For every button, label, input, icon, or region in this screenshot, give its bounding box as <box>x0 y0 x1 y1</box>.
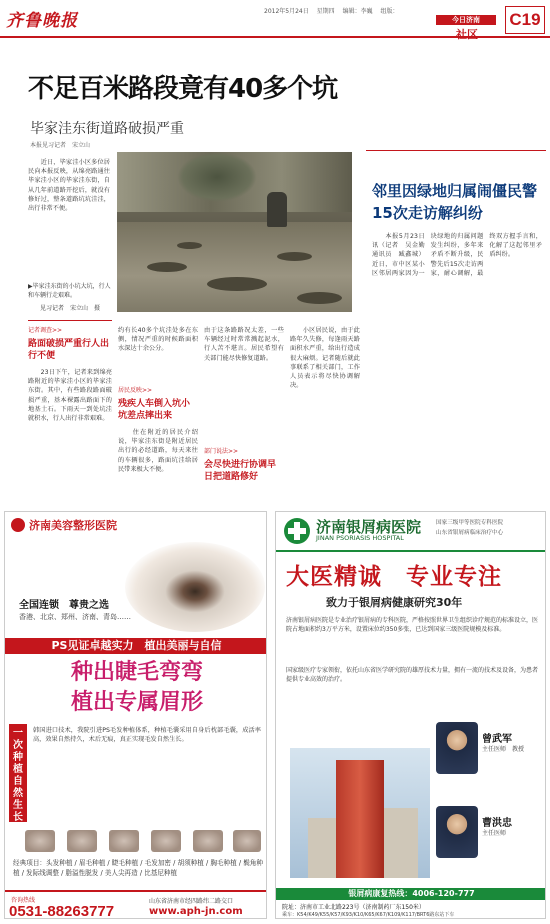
hotline-bar: 银屑病康复热线：4006-120-777 <box>276 888 546 900</box>
psoriasis-hospital-ad <box>275 511 546 919</box>
doctor-photo <box>436 806 478 858</box>
doctor-2-title: 主任医师 <box>482 830 507 837</box>
col2-kicker: 居民反映>> <box>118 387 153 394</box>
ad-tag-1: 国家三级甲等医院专科医院 <box>436 520 504 526</box>
dateline <box>264 6 405 15</box>
divider <box>366 150 546 151</box>
section-tag: 今日济南 <box>436 15 496 25</box>
doctor-photo <box>436 722 478 774</box>
main-headline: 不足百米路段竟有40多个坑 <box>28 74 338 104</box>
divider <box>28 320 112 321</box>
ad-body-2: 国家级医疗专家领衔，依托山东省医学研究院的雄厚技术力量，拥有一流的技术及设备，为患者提供专业高效的治疗。 <box>286 667 538 683</box>
section-name: 社区 <box>456 28 478 41</box>
ad-vertical-badge: 一次种植自然生长 <box>9 724 27 822</box>
hospital-building-image <box>290 748 430 878</box>
ad-logo-en: JINAN PSORIASIS HOSPITAL <box>316 534 404 542</box>
col1-subhead: 路面破损严重行人出行不便 <box>28 339 110 361</box>
ad-body: 济南银屑病医院是专业治疗银屑病的专科医院，严格按照世界卫生组织诊疗规范的标准设立，医院占地面积约3万平方米，设置床位约350多张，已达到国家三级医院规模及标准。 <box>286 617 538 633</box>
ad-slogan: 大医精诚 专业专注 <box>286 563 502 590</box>
before-after-photo <box>151 830 181 852</box>
before-after-photo <box>67 830 97 852</box>
ad-band: PS见证卓越实力 植出美丽与自信 <box>5 638 267 654</box>
ad-address: 山东省济南市经四路纬二路交口 <box>149 898 234 905</box>
col2-body: 约有长40多个坑洼处多在东侧，情况严重的时候路面积水深达十余公分。 <box>118 327 198 353</box>
phone-label: 咨询热线 <box>11 897 36 904</box>
ad-website: www.aph-jn.com <box>149 906 243 917</box>
ad-body: 韩国进口技术，我院引进PS毛发种植体系，种植毛囊采用自身后枕部毛囊，成活率高，效果自然持久，术后无痕，真正实现毛发自然生长。 <box>33 727 261 744</box>
ad-subslogan: 致力于银屑病健康研究30年 <box>326 596 463 609</box>
before-after-photo <box>233 830 261 852</box>
col1-body: 23日下午，记者来到绵亮路附近的毕家洼小区的毕家洼东街。其中，有些路段路面破损严重，基本裸露出路面下的地基土石。下雨天一到处坑洼就积水，行人出行非常艰难。 <box>28 369 112 423</box>
road-photo <box>117 152 352 312</box>
col4-body: 小区居民说，由于此路年久失修，每逢雨天路面积水严重，给出行造成很大麻烦。记者随后就此事联系了相关部门，工作人员表示将尽快协调解决。 <box>290 327 360 390</box>
doctor-1-name: 曾武军 <box>482 734 512 745</box>
col3-body: 由于这条路路况太差，一些车辆经过时常常溅起泥水，行人苦不堪言。居民希望有关部门能尽快修复道路。 <box>204 327 284 362</box>
doctor-2-name: 曹洪忠 <box>482 818 512 829</box>
page-number: C19 <box>505 6 545 34</box>
ad-bus-info: 乘车：K54/K49/K55/K57/K93/K10/K65/K67/K109/K117/BRT6路东站下车 <box>282 912 455 918</box>
issue-weekday: 星期四 <box>316 8 335 15</box>
side-headline: 邻里因绿地归属闹僵民警15次走访解纠纷 <box>372 182 538 222</box>
doctor-1-title: 主任医师 教授 <box>482 746 525 753</box>
before-after-photo <box>109 830 139 852</box>
ad-items: 经典项目：头发种植 / 眉毛种植 / 睫毛种植 / 毛发加密 / 胡须种植 / 胸毛种植 / 鬓角种植 / 发际线调整 / 脂溢性脱发 / 美人尖再造 / 比基尼种植 <box>13 859 263 877</box>
col1-kicker: 记者调查>> <box>28 327 63 334</box>
ad-cities: 香港、北京、郑州、济南、青岛…… <box>19 613 131 621</box>
ad-contact <box>5 890 267 919</box>
ad-big-line-2: 植出专属眉形 <box>70 689 203 715</box>
ad-big-line-1: 种出睫毛弯弯 <box>70 659 203 685</box>
ad-tagline: 全国连锁 尊贵之选 <box>19 600 109 611</box>
hospital-logo-icon <box>11 518 25 532</box>
divider <box>276 550 546 552</box>
ad-logo-cn: 济南银屑病医院 <box>316 518 422 536</box>
issue-date: 2012年5月24日 <box>264 8 309 15</box>
photo-caption: ▶毕家洼东街的小坑大坑，行人和车辆行走艰难。 <box>28 283 111 299</box>
hospital-cross-icon <box>284 518 310 544</box>
col3-subhead: 会尽快进行协调早日把道路修好 <box>204 460 277 482</box>
main-byline: 本报见习记者 宋立山 <box>30 142 91 149</box>
eye-image <box>125 542 265 632</box>
ad-address: 院址：济南市工业北路223号（济南制药厂东150米） <box>282 904 425 911</box>
ad-tag-2: 山东省银屑病临床治疗中心 <box>436 530 504 536</box>
col3-kicker: 部门说法>> <box>204 448 239 455</box>
lead-paragraph: 近日，毕家洼小区多位居民向本报反映，从绵亮路通往毕家洼小区的毕家洼东街，自从几年前道路开挖后，就没有修好过，整条道路坑坑洼洼，出行非常不便。 <box>28 159 110 213</box>
side-body: 本报5月23日讯（记者 吴金勤 通讯员 臧鑫城）近日，市中区某小区邻居两家因为一块绿地的归属问题发生纠纷，多年来矛盾不断升级，民警先后15次走访两家，耐心调解，最终双方握手言和，化解了这起邻里矛盾纠纷。 <box>372 233 542 277</box>
main-subhead: 毕家洼东街道路破损严重 <box>30 121 184 137</box>
editor-credit: 编辑：李巍 <box>342 8 373 15</box>
photo-credit: 见习记者 宋立山 摄 <box>40 305 101 312</box>
before-after-photo <box>25 830 55 852</box>
col2-body-2: 住在附近的居民介绍说，毕家洼东街是附近居民出行的必经道路，每天来往的车辆很多，路面坑洼给居民带来极大不便。 <box>118 429 198 473</box>
ad-logo-text: 济南美容整形医院 <box>29 519 117 532</box>
designer-credit: 组版： <box>380 8 399 15</box>
cosmetic-hospital-ad <box>4 511 267 919</box>
newspaper-logo: 齐鲁晚报 <box>6 11 78 31</box>
before-after-photo <box>193 830 223 852</box>
phone-number: 0531-88263777 <box>9 903 115 919</box>
col2-subhead: 残疾人车倒入坑小坑差点摔出来 <box>118 399 191 421</box>
